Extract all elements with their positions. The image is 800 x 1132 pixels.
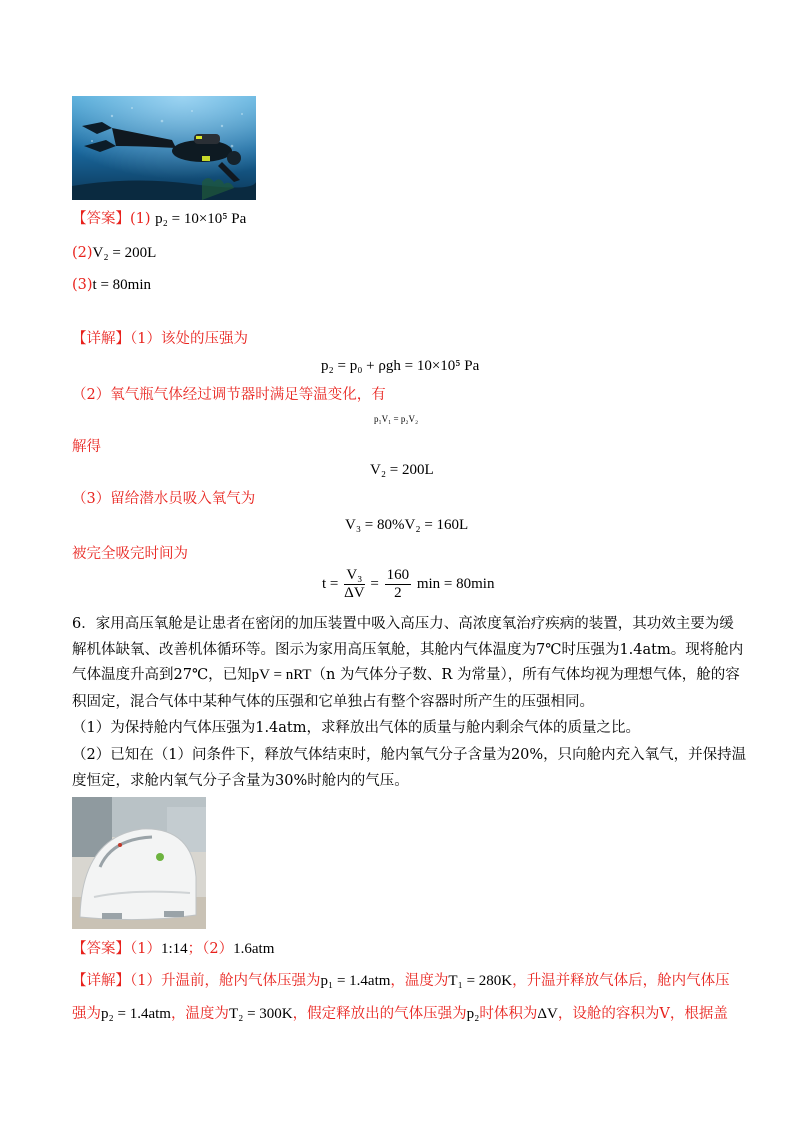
answer1-line1: [72, 210, 246, 228]
detail2-line1: 【详解】（1）升温前，舱内气体压强为p₁ = 1.4atm，温度为T₁ = 280K，升温并释放气体后，舱内气体压: [72, 973, 730, 989]
question6-sub1: （1）为保持舱内气体压强为1.4atm，求释放出气体的质量与舱内剩余气体的质量之比。: [72, 720, 641, 736]
equation-isothermal: p₁V₁ = p₂V₂: [374, 414, 419, 424]
question6-sub2-line2: 度恒定，求舱内氧气分子含量为30%时舱内的气压。: [72, 773, 409, 789]
detail1-intro: [72, 330, 248, 348]
pressure-answer: 1.6atm: [233, 941, 275, 957]
equation-volume: V₂ = 200L: [370, 462, 434, 478]
ideal-gas-formula: pV = nRT: [251, 667, 312, 683]
answer-prefix: (1): [130, 211, 151, 227]
detail1-step2: （2）氧气瓶气体经过调节器时满足等温变化，有: [72, 387, 386, 403]
ratio-answer: 1:14: [160, 941, 188, 957]
answer-prefix: (3): [72, 277, 93, 293]
detail1-solve: 解得: [72, 439, 101, 455]
detail1-step3: （3）留给潜水员吸入氧气为: [72, 491, 256, 507]
detail-tag: 【详解】: [72, 973, 130, 989]
question6-sub2-line1: （2）已知在（1）问条件下，释放气体结束时，舱内氧气分子含量为20%，只向舱内充入氧气，并保持温: [72, 747, 747, 763]
answer-tag: 【答案】: [72, 941, 130, 957]
answer-formula: V₂ = 200L: [92, 245, 157, 261]
question6-line2: 解机体缺氧、改善机体循环等。图示为家用高压氧舱，其舱内气体温度为7℃时压强为1.4atm。现将舱内: [72, 642, 744, 658]
answer1-line3: [72, 276, 151, 294]
answer1-line2: [72, 244, 156, 262]
hyperbaric-chamber-photo: [72, 797, 206, 929]
diver-photo: [72, 96, 256, 200]
question6-line1: 6．家用高压氧舱是让患者在密闭的加压装置中吸入高压力、高浓度氧治疗疾病的装置，其功效主要为缓: [72, 616, 734, 632]
answer-formula: t = 80min: [92, 277, 152, 293]
equation-pressure: p₂ = p₀ + ρgh = 10×10⁵ Pa: [321, 358, 480, 374]
equation-time: t = $\frac{\text{V₃}}{\Delta V}$ = $\frac{160}{2}$ min = 80min: [322, 567, 495, 601]
detail1-time: 被完全吸完时间为: [72, 546, 188, 562]
answer-prefix: (2): [72, 245, 93, 261]
question6-line4: 积固定，混合气体中某种气体的压强和它单独占有整个容器时所产生的压强相同。: [72, 694, 594, 710]
answer-formula: p₂ = 10×10⁵ Pa: [155, 211, 247, 227]
detail2-line2: 强为p₂ = 1.4atm，温度为T₂ = 300K，假定释放出的气体压强为p₂时体积为ΔV，设舱的容积为V，根据盖: [72, 1006, 728, 1022]
question6-line3: 气体温度升高到27℃，已知pV = nRT（n 为气体分子数、R 为常量），所有气体均视为理想气体，舱的容: [72, 667, 740, 683]
answer-tag: 【答案】: [72, 211, 130, 227]
detail-text: （1）该处的压强为: [130, 331, 248, 347]
detail-tag: 【详解】: [72, 331, 130, 347]
answer2-line: 【答案】（1）1:14；（2）1.6atm: [72, 941, 275, 957]
equation-remaining: V₃ = 80%V₂ = 160L: [345, 517, 469, 533]
